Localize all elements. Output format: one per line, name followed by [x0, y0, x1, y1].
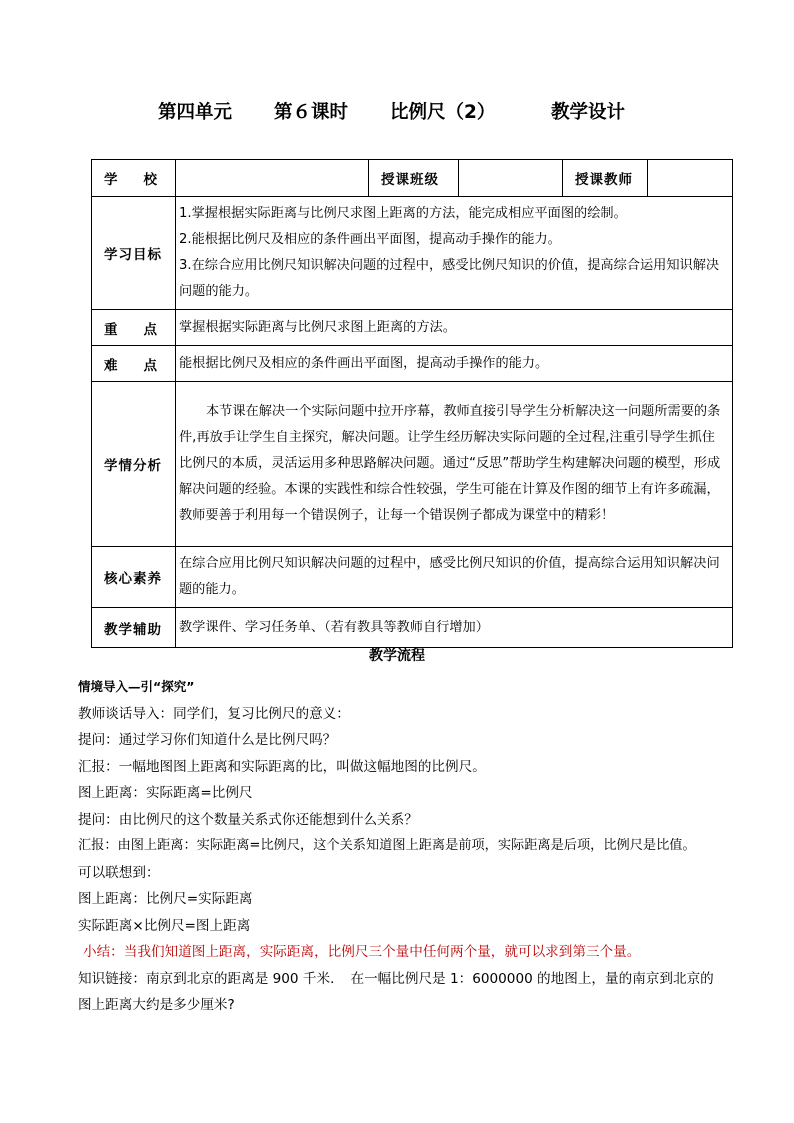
table-row-objectives [92, 197, 733, 310]
table-row-school [92, 160, 733, 197]
objective-3: 3.在综合应用比例尺知识解决问题的过程中，感受比例尺知识的价值，提高综合运用知识解决问题的能力。 [179, 258, 720, 299]
class-value [459, 160, 563, 197]
flow-line-4: 图上距离：实际距离=比例尺 [78, 785, 253, 801]
aids-value: 教学课件、学习任务单、（若有教具等教师自行增加） [176, 608, 733, 648]
literacy-label: 核心素养 [92, 547, 176, 608]
title-doc-type: 教学设计 [551, 102, 626, 123]
lesson-info-table [91, 159, 733, 648]
teaching-flow-body [78, 674, 738, 1019]
literacy-value: 在综合应用比例尺知识解决问题的过程中，感受比例尺知识的价值，提高综合运用知识解决问题的能力。 [176, 547, 733, 608]
table-row-key-point [92, 310, 733, 346]
analysis-value: 本节课在解决一个实际问题中拉开序幕，教师直接引导学生分析解决这一问题所需要的条件,再放手让学生自主探究，解决问题。让学生经历解决实际问题的全过程,注重引导学生抓住比例尺的本质，灵活运用多种思路解决问题。通过“反思”帮助学生构建解决问题的模型，形成解决问题的经验。本课的实践性和综合性较强，学生可能在计算及作图的细节上有许多疏漏，教师要善于利用每一个错误例子，让每一个错误例子都成为课堂中的精彩！ [176, 382, 733, 547]
teacher-label: 授课教师 [563, 160, 648, 197]
school-value [176, 160, 369, 197]
class-label: 授课班级 [369, 160, 459, 197]
title-topic: 比例尺（2） [390, 102, 496, 123]
flow-line-1: 教师谈话导入：同学们，复习比例尺的意义： [78, 705, 350, 722]
analysis-label: 学情分析 [92, 382, 176, 547]
table-row-difficulty [92, 346, 733, 382]
knowledge-link-line-1: 知识链接：南京到北京的距离是 900 千米． 在一幅比例尺是 1：6000000 的地图上，量的南京到北京的 [78, 970, 714, 987]
title-unit: 第四单元 [158, 102, 233, 123]
summary-line: 小结：当我们知道图上距离，实际距离，比例尺三个量中任何两个量，就可以求到第三个量。 [83, 944, 641, 960]
difficulty-value: 能根据比例尺及相应的条件画出平面图，提高动手操作的能力。 [176, 346, 733, 382]
page-title [158, 98, 658, 124]
teaching-flow-title: 教学流程 [369, 648, 425, 664]
title-lesson: 第６课时 [274, 102, 349, 123]
key-point-label: 重 点 [92, 310, 176, 346]
objective-1: 1.掌握根据实际距离与比例尺求图上距离的方法，能完成相应平面图的绘制。 [179, 206, 627, 221]
flow-line-2: 提问：通过学习你们知道什么是比例尺吗？ [78, 732, 337, 748]
objective-2: 2.能根据比例尺及相应的条件画出平面图，提高动手操作的能力。 [179, 232, 561, 247]
aids-label: 教学辅助 [92, 608, 176, 648]
objectives-label: 学习目标 [92, 197, 176, 310]
knowledge-link-line-2: 图上距离大约是多少厘米? [78, 997, 235, 1013]
flow-line-3: 汇报：一幅地图图上距离和实际距离的比，叫做这幅地图的比例尺。 [78, 758, 486, 775]
school-label: 学 校 [92, 160, 176, 197]
key-point-value: 掌握根据实际距离与比例尺求图上距离的方法。 [176, 310, 733, 346]
flow-line-6: 汇报：由图上距离：实际距离=比例尺，这个关系知道图上距离是前项，实际距离是后项，比例尺是比值。 [78, 838, 696, 853]
flow-line-5: 提问：由比例尺的这个数量关系式你还能想到什么关系？ [78, 811, 418, 828]
table-row-literacy [92, 547, 733, 608]
flow-line-9: 实际距离×比例尺=图上距离 [78, 917, 251, 934]
objectives-cell [176, 197, 733, 310]
table-row-analysis [92, 382, 733, 547]
flow-line-7: 可以联想到： [78, 864, 160, 881]
table-row-aids [92, 608, 733, 648]
section-heading: 情境导入—引“探究” [78, 679, 195, 694]
difficulty-label: 难 点 [92, 346, 176, 382]
teacher-value [648, 160, 733, 197]
flow-line-8: 图上距离：比例尺=实际距离 [78, 891, 253, 907]
